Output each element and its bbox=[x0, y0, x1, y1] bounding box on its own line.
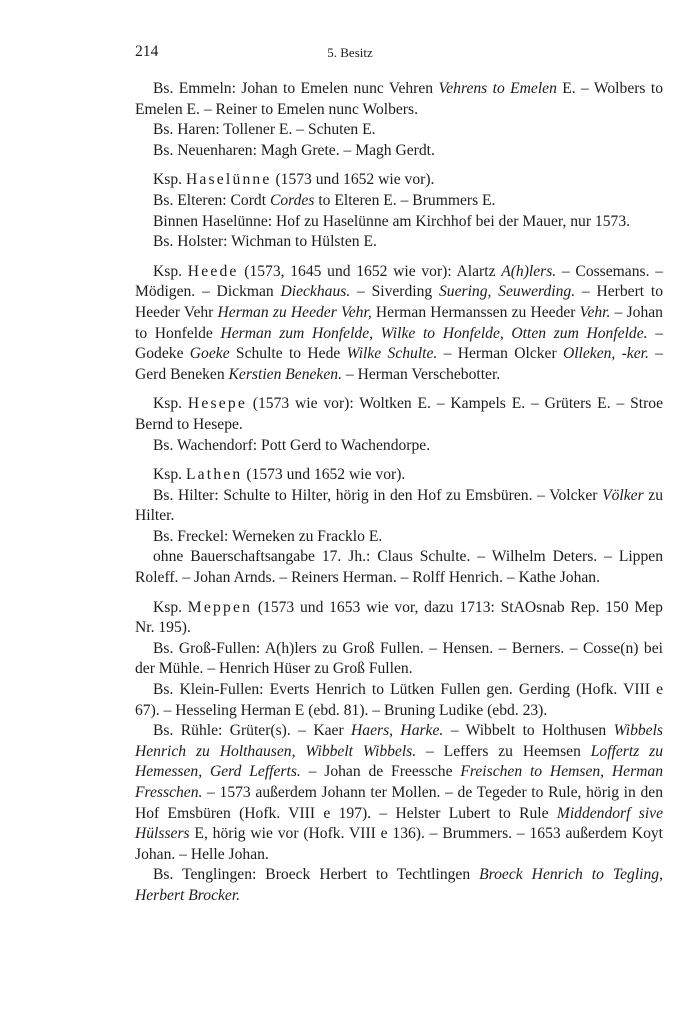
paragraph bbox=[135, 141, 663, 162]
text-segment: – Herman Verschebotter. bbox=[341, 365, 501, 383]
text-segment: – Cossemans. – Mödigen. – Dickman bbox=[135, 262, 663, 301]
text-segment: Bs. Wachendorf: Pott Gerd to Wachendorpe. bbox=[153, 436, 431, 454]
running-head: 5. Besitz bbox=[327, 45, 373, 60]
text-segment: Bs. Haren: Tollener E. – Schuten E. bbox=[153, 121, 376, 139]
text-segment: – Godeke bbox=[135, 324, 663, 363]
text-segment: Bs. Hilter: Schulte to Hilter, hörig in den Hof zu Emsbüren. – Volcker bbox=[153, 486, 603, 504]
italic-text: Goeke bbox=[189, 345, 230, 363]
italic-text: Suering, Seuwerding. bbox=[438, 283, 576, 301]
italic-text: Middendorf sive Hülssers bbox=[135, 804, 663, 843]
paragraph bbox=[135, 598, 663, 639]
paragraph bbox=[135, 721, 663, 865]
text-segment: Bs. Klein-Fullen: Everts Henrich to Lütken Fullen gen. Gerding (Hofk. VIII e 67). – Hesseling Herman E (ebd. 81). – Bruning Ludike (ebd. 23). bbox=[135, 681, 663, 719]
text-segment: Bs. Elteren: Cordt bbox=[153, 191, 270, 209]
page-number: 214 bbox=[135, 43, 159, 60]
parish-name: Lathen bbox=[185, 466, 243, 484]
paragraph bbox=[135, 394, 663, 435]
text-segment: ohne Bauerschaftsangabe 17. Jh.: Claus Schulte. – Wilhelm Deters. – Lippen Roleff. – Johan Arnds. – Reiners Herman. – Rolff Henrich. – Kathe Johan. bbox=[135, 548, 663, 587]
italic-text: Vehrens to Emelen bbox=[438, 80, 557, 97]
body-text bbox=[135, 79, 663, 907]
text-segment: (1573 und 1652 wie vor). bbox=[271, 171, 435, 189]
italic-text: Kerstien Beneken. bbox=[228, 365, 342, 383]
italic-text: Haers, Harke. bbox=[351, 722, 444, 740]
text-segment: – Gerd Beneken bbox=[135, 345, 663, 383]
text-segment: – Siverding bbox=[350, 283, 439, 301]
italic-text: Herman zu Heeder Vehr, bbox=[217, 303, 372, 321]
text-segment: E, hörig wie vor (Hofk. VIII e 136). – Brummers. – 1653 außerdem Koyt Johan. – Helle Johan. bbox=[135, 825, 663, 863]
paragraph bbox=[135, 212, 663, 233]
italic-text: Olleken, -ker. bbox=[562, 345, 649, 363]
text-segment: Ksp. bbox=[153, 262, 188, 280]
paragraph bbox=[135, 232, 663, 253]
italic-text: Wibbels Henrich zu Holthausen, Wibbelt Wibbels. bbox=[135, 722, 663, 760]
italic-text: Völker bbox=[602, 486, 644, 504]
text-segment: Bs. Emmeln: Johan to Emelen nunc Vehren bbox=[153, 80, 439, 97]
text-segment: – 1573 außerdem Johann ter Mollen. – de Tegeder to Rule, hörig in den Hof Emsbüren (Hofk. VIII e 197). – Helster Lubert to Rule bbox=[135, 784, 663, 822]
text-segment: Ksp. bbox=[153, 171, 186, 189]
paragraph bbox=[135, 486, 663, 527]
text-segment: Bs. Holster: Wichman to Hülsten E. bbox=[153, 233, 377, 251]
paragraph bbox=[135, 547, 663, 588]
text-segment: Bs. Freckel: Werneken zu Fracklo E. bbox=[153, 527, 383, 545]
paragraph bbox=[135, 639, 663, 680]
text-segment: Bs. Neuenharen: Magh Grete. – Magh Gerdt. bbox=[153, 141, 435, 159]
italic-text: Broeck Henrich to Tegling, Herbert Brocker. bbox=[135, 866, 663, 904]
paragraph bbox=[135, 262, 663, 386]
text-segment: (1573 und 1652 wie vor). bbox=[242, 466, 406, 484]
parish-name: Hesepe bbox=[187, 395, 247, 413]
text-segment: – Johan de Freessche bbox=[300, 763, 461, 781]
paragraph bbox=[135, 680, 663, 721]
text-segment: Bs. Rühle: Grüter(s). – Kaer bbox=[153, 722, 352, 740]
paragraph bbox=[135, 436, 663, 457]
italic-text: Dieckhaus. bbox=[280, 283, 351, 301]
text-segment: – Leffers zu Heemsen bbox=[416, 742, 591, 760]
text-segment: Schulte to Hede bbox=[229, 345, 347, 363]
text-segment: Ksp. bbox=[153, 598, 188, 616]
italic-text: Wilke Schulte. bbox=[346, 345, 438, 363]
text-segment: – Johan to Honfelde bbox=[135, 303, 663, 342]
text-segment: – Herbert to Heeder Vehr bbox=[135, 283, 663, 321]
italic-text: A(h)lers. bbox=[501, 262, 557, 280]
text-segment: – Wibbelt to Holthusen bbox=[443, 722, 614, 740]
italic-text: Freischen to Hemsen, Herman Fresschen. bbox=[135, 763, 663, 801]
text-segment: to Elteren E. – Brummers E. bbox=[314, 191, 496, 209]
text-segment: (1573 wie vor): Woltken E. – Kampels E. – Grüters E. – Stroe Bernd to Hesepe. bbox=[135, 395, 663, 433]
text-segment: Binnen Haselünne: Hof zu Haselünne am Kirchhof bei der Mauer, nur 1573. bbox=[153, 212, 631, 230]
text-segment: Bs. Tenglingen: Broeck Herbert to Techtlingen bbox=[153, 866, 480, 884]
paragraph bbox=[135, 170, 663, 191]
page-header bbox=[0, 42, 700, 64]
paragraph bbox=[135, 120, 663, 141]
italic-text: Cordes bbox=[269, 191, 315, 209]
text-segment: E. – Wolbers to Emelen E. – Reiner to Emelen nunc Wolbers. bbox=[135, 80, 663, 118]
text-segment: Herman Hermanssen zu Heeder bbox=[371, 303, 580, 321]
text-segment: zu Hilter. bbox=[135, 486, 663, 525]
paragraph bbox=[135, 191, 663, 212]
paragraph bbox=[135, 527, 663, 548]
paragraph bbox=[135, 865, 663, 906]
italic-text: Loffertz zu Hemessen, Gerd Lefferts. bbox=[135, 742, 663, 781]
parish-name: Heede bbox=[187, 262, 239, 280]
paragraph bbox=[135, 465, 663, 486]
text-segment: Ksp. bbox=[153, 466, 186, 484]
text-segment: – Herman Olcker bbox=[437, 345, 563, 363]
text-segment: (1573, 1645 und 1652 wie vor): Alartz bbox=[238, 262, 502, 280]
parish-name: Haselünne bbox=[185, 171, 272, 189]
italic-text: Herman zum Honfelde, Wilke to Honfelde, Otten zum Honfelde. bbox=[220, 324, 648, 342]
text-segment: Ksp. bbox=[153, 395, 188, 413]
parish-name: Meppen bbox=[187, 598, 253, 616]
italic-text: Vehr. bbox=[579, 303, 611, 321]
paragraph bbox=[135, 79, 663, 120]
text-segment: Bs. Groß-Fullen: A(h)lers zu Groß Fullen. – Hensen. – Berners. – Cosse(n) bei der Mühle. – Henrich Hüser zu Groß Fullen. bbox=[135, 639, 663, 678]
text-segment: (1573 und 1653 wie vor, dazu 1713: StAOsnab Rep. 150 Mep Nr. 195). bbox=[135, 598, 663, 637]
